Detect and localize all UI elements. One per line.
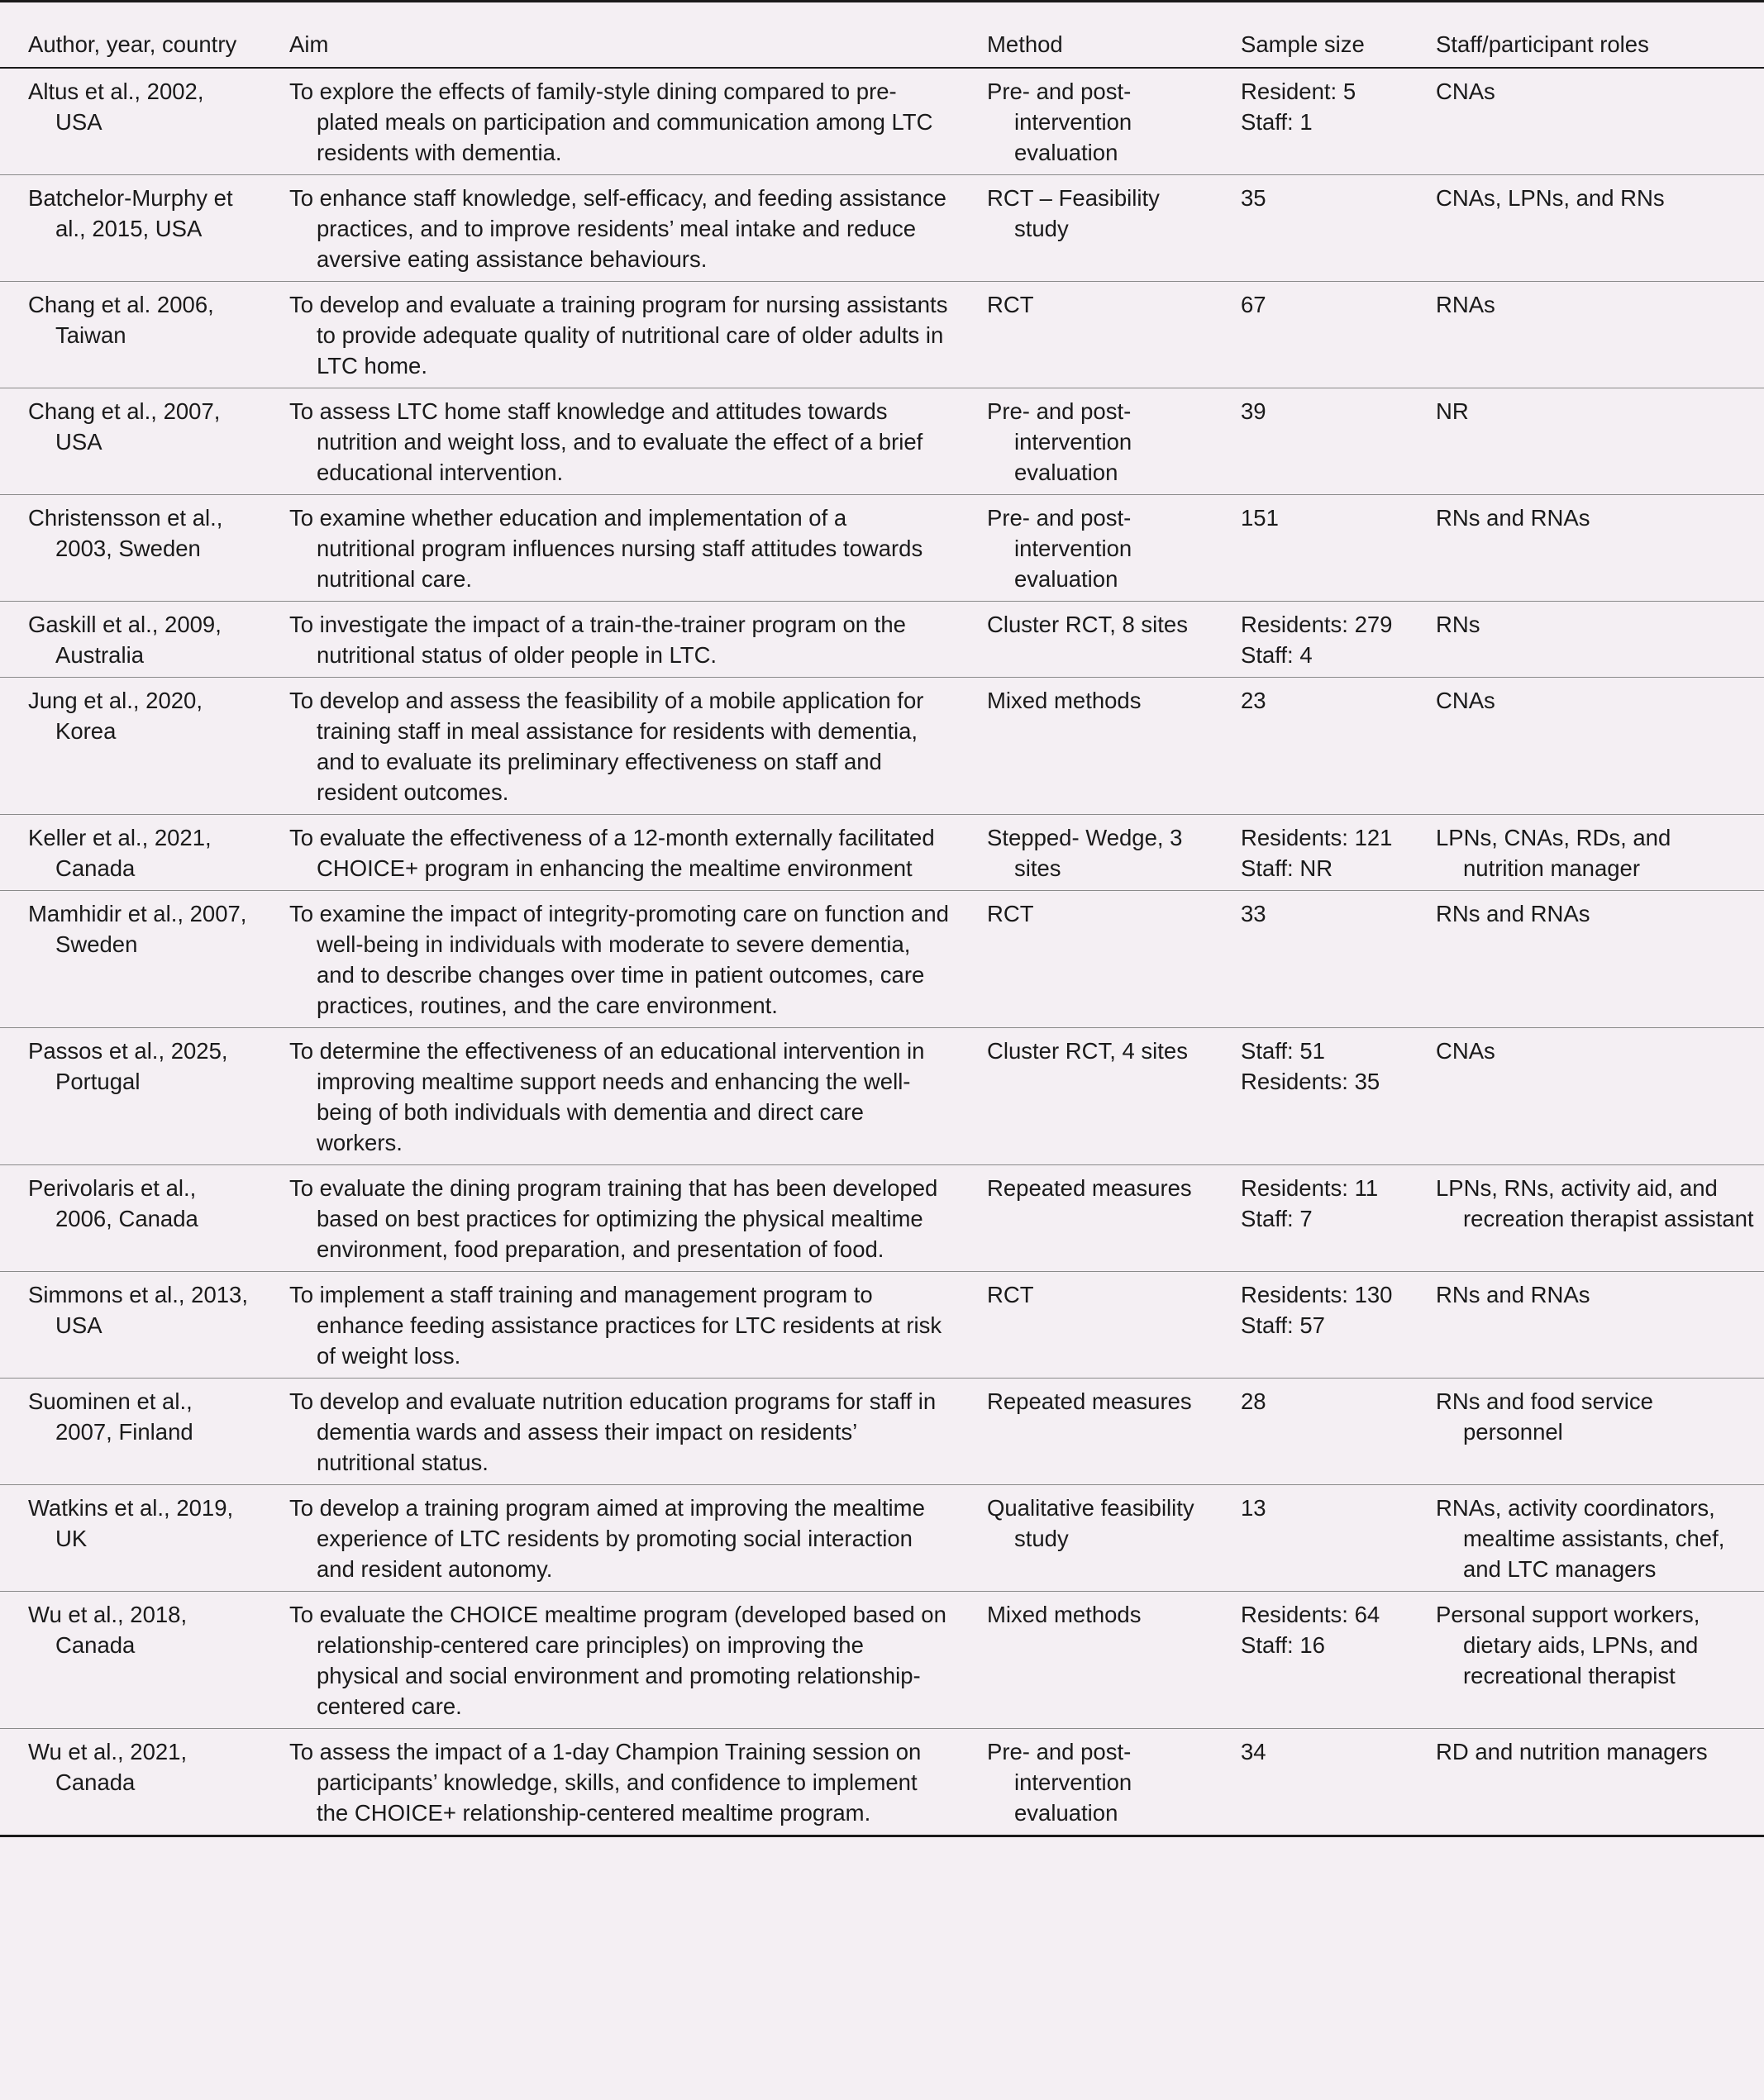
aim-cell xyxy=(261,1728,959,1836)
sample-cell xyxy=(1213,1484,1408,1591)
method-cell xyxy=(959,601,1213,677)
sample-line: Staff: 1 xyxy=(1241,108,1313,135)
author-cell xyxy=(0,1484,261,1591)
roles-cell-text: RD and nutrition managers xyxy=(1436,1738,1708,1764)
roles-cell-text: CNAs, LPNs, and RNs xyxy=(1436,184,1665,211)
author-cell-text: Batchelor-Murphy et al., 2015, USA xyxy=(28,184,233,241)
method-cell-text: RCT xyxy=(987,291,1034,317)
method-cell xyxy=(959,68,1213,175)
method-cell xyxy=(959,1728,1213,1836)
author-cell-text: Watkins et al., 2019, UK xyxy=(28,1494,234,1551)
aim-cell-text: To explore the effects of family-style dining compared to pre-plated meals on participation and communication among LTC residents with dementia. xyxy=(289,78,933,165)
table-header xyxy=(0,2,1764,68)
author-cell-text: Passos et al., 2025, Portugal xyxy=(28,1037,228,1094)
sample-line: Resident: 5 xyxy=(1241,78,1356,104)
roles-cell xyxy=(1408,1271,1764,1378)
sample-cell xyxy=(1213,1728,1408,1836)
author-cell-text: Wu et al., 2018, Canada xyxy=(28,1601,188,1658)
sample-cell xyxy=(1213,68,1408,175)
author-cell-text: Suominen et al., 2007, Finland xyxy=(28,1388,193,1445)
table-row xyxy=(0,677,1764,814)
sample-line: Residents: 130 xyxy=(1241,1281,1393,1307)
author-cell xyxy=(0,388,261,494)
sample-line: 23 xyxy=(1241,687,1266,713)
roles-cell xyxy=(1408,388,1764,494)
sample-line: 39 xyxy=(1241,398,1266,424)
method-cell-text: Pre- and post-intervention evaluation xyxy=(987,78,1132,165)
table-row xyxy=(0,1164,1764,1271)
author-cell-text: Simmons et al., 2013, USA xyxy=(28,1281,248,1338)
aim-cell xyxy=(261,1164,959,1271)
aim-cell-text: To develop and evaluate a training program for nursing assistants to provide adequate quality of nutritional care of older adults in LTC home. xyxy=(289,291,948,379)
sample-cell xyxy=(1213,601,1408,677)
author-cell xyxy=(0,814,261,890)
author-cell-text: Christensson et al., 2003, Sweden xyxy=(28,504,223,561)
header-author: Author, year, country xyxy=(28,31,237,57)
header-sample: Sample size xyxy=(1241,31,1365,57)
method-cell xyxy=(959,281,1213,388)
author-cell xyxy=(0,677,261,814)
sample-line: 28 xyxy=(1241,1388,1266,1414)
aim-cell xyxy=(261,814,959,890)
author-cell xyxy=(0,1591,261,1728)
roles-cell xyxy=(1408,890,1764,1027)
aim-cell-text: To develop a training program aimed at improving the mealtime experience of LTC residents by promoting social interaction and resident autonomy. xyxy=(289,1494,925,1582)
header-method: Method xyxy=(987,31,1063,57)
table-row xyxy=(0,814,1764,890)
sample-line: 34 xyxy=(1241,1738,1266,1764)
header-aim: Aim xyxy=(289,31,329,57)
sample-line: 151 xyxy=(1241,504,1279,531)
roles-cell-text: RNs and RNAs xyxy=(1436,1281,1590,1307)
header-row xyxy=(0,2,1764,68)
author-cell-text: Mamhidir et al., 2007, Sweden xyxy=(28,900,247,957)
table-row xyxy=(0,281,1764,388)
sample-line: Residents: 11 xyxy=(1241,1174,1379,1201)
aim-cell xyxy=(261,890,959,1027)
method-cell xyxy=(959,677,1213,814)
roles-cell xyxy=(1408,814,1764,890)
method-cell-text: Pre- and post-intervention evaluation xyxy=(987,1738,1132,1826)
author-cell xyxy=(0,1378,261,1484)
aim-cell-text: To evaluate the effectiveness of a 12-month externally facilitated CHOICE+ program in enhancing the mealtime environment xyxy=(289,824,935,881)
aim-cell-text: To investigate the impact of a train-the-trainer program on the nutritional status of older people in LTC. xyxy=(289,611,906,668)
aim-cell xyxy=(261,494,959,601)
method-cell xyxy=(959,814,1213,890)
roles-cell-text: RNs and food service personnel xyxy=(1436,1388,1653,1445)
method-cell-text: Qualitative feasibility study xyxy=(987,1494,1194,1551)
roles-cell-text: LPNs, RNs, activity aid, and recreation therapist assistant xyxy=(1436,1174,1754,1231)
sample-cell xyxy=(1213,174,1408,281)
method-cell xyxy=(959,890,1213,1027)
roles-cell-text: LPNs, CNAs, RDs, and nutrition manager xyxy=(1436,824,1671,881)
method-cell-text: Cluster RCT, 8 sites xyxy=(987,611,1188,637)
aim-cell xyxy=(261,174,959,281)
sample-cell xyxy=(1213,281,1408,388)
sample-cell xyxy=(1213,494,1408,601)
sample-cell xyxy=(1213,677,1408,814)
table-row xyxy=(0,1378,1764,1484)
aim-cell-text: To examine whether education and implementation of a nutritional program influences nursing staff attitudes towards nutritional care. xyxy=(289,504,923,592)
aim-cell xyxy=(261,601,959,677)
roles-cell-text: RNs and RNAs xyxy=(1436,900,1590,926)
author-cell-text: Gaskill et al., 2009, Australia xyxy=(28,611,222,668)
roles-cell xyxy=(1408,281,1764,388)
method-cell-text: Mixed methods xyxy=(987,687,1142,713)
author-cell xyxy=(0,1271,261,1378)
sample-cell xyxy=(1213,890,1408,1027)
method-cell xyxy=(959,1271,1213,1378)
header-roles: Staff/participant roles xyxy=(1436,31,1649,57)
method-cell xyxy=(959,1484,1213,1591)
roles-cell-text: RNs and RNAs xyxy=(1436,504,1590,531)
sample-line: Residents: 279 xyxy=(1241,611,1393,637)
sample-line: 67 xyxy=(1241,291,1266,317)
method-cell-text: RCT – Feasibility study xyxy=(987,184,1160,241)
author-cell xyxy=(0,174,261,281)
sample-cell xyxy=(1213,814,1408,890)
method-cell-text: Pre- and post-intervention evaluation xyxy=(987,398,1132,485)
roles-cell-text: NR xyxy=(1436,398,1469,424)
method-cell-text: RCT xyxy=(987,1281,1034,1307)
roles-cell-text: CNAs xyxy=(1436,78,1495,104)
method-cell xyxy=(959,1164,1213,1271)
sample-line: 13 xyxy=(1241,1494,1266,1521)
aim-cell-text: To assess LTC home staff knowledge and attitudes towards nutrition and weight loss, and to evaluate the effect of a brief educational intervention. xyxy=(289,398,923,485)
roles-cell xyxy=(1408,1484,1764,1591)
author-cell-text: Jung et al., 2020, Korea xyxy=(28,687,203,744)
method-cell xyxy=(959,494,1213,601)
sample-line: Staff: 51 xyxy=(1241,1037,1325,1064)
method-cell xyxy=(959,1378,1213,1484)
sample-line: Residents: 35 xyxy=(1241,1068,1380,1094)
table-row xyxy=(0,174,1764,281)
roles-cell-text: RNAs xyxy=(1436,291,1495,317)
aim-cell-text: To assess the impact of a 1-day Champion Training session on participants’ knowledge, skills, and confidence to implement the CHOICE+ relationship-centered mealtime program. xyxy=(289,1738,922,1826)
table-row xyxy=(0,601,1764,677)
sample-cell xyxy=(1213,1164,1408,1271)
roles-cell xyxy=(1408,1164,1764,1271)
author-cell xyxy=(0,281,261,388)
table-row xyxy=(0,1271,1764,1378)
table-row xyxy=(0,68,1764,175)
roles-cell xyxy=(1408,68,1764,175)
aim-cell xyxy=(261,1027,959,1164)
sample-line: Staff: 4 xyxy=(1241,641,1313,668)
method-cell-text: Repeated measures xyxy=(987,1174,1192,1201)
author-cell-text: Perivolaris et al., 2006, Canada xyxy=(28,1174,198,1231)
sample-cell xyxy=(1213,1271,1408,1378)
aim-cell xyxy=(261,1271,959,1378)
author-cell xyxy=(0,1027,261,1164)
author-cell xyxy=(0,601,261,677)
author-cell-text: Altus et al., 2002, USA xyxy=(28,78,204,135)
table-row xyxy=(0,1591,1764,1728)
aim-cell xyxy=(261,677,959,814)
roles-cell-text: RNs xyxy=(1436,611,1480,637)
sample-cell xyxy=(1213,1027,1408,1164)
author-cell xyxy=(0,890,261,1027)
roles-cell xyxy=(1408,1591,1764,1728)
roles-cell-text: RNAs, activity coordinators, mealtime assistants, chef, and LTC managers xyxy=(1436,1494,1725,1582)
sample-line: 33 xyxy=(1241,900,1266,926)
sample-line: Residents: 64 xyxy=(1241,1601,1380,1627)
roles-cell-text: CNAs xyxy=(1436,1037,1495,1064)
table-row xyxy=(0,1027,1764,1164)
author-cell-text: Chang et al. 2006, Taiwan xyxy=(28,291,214,348)
sample-line: Staff: 7 xyxy=(1241,1205,1313,1231)
aim-cell-text: To evaluate the CHOICE mealtime program (developed based on relationship-centered care principles) on improving the physical and social environment and promoting relationship-centered care. xyxy=(289,1601,946,1719)
sample-cell xyxy=(1213,1591,1408,1728)
roles-cell xyxy=(1408,1027,1764,1164)
method-cell xyxy=(959,174,1213,281)
roles-cell xyxy=(1408,494,1764,601)
aim-cell xyxy=(261,1378,959,1484)
roles-cell-text: Personal support workers, dietary aids, LPNs, and recreational therapist xyxy=(1436,1601,1700,1688)
author-cell xyxy=(0,494,261,601)
table-row xyxy=(0,494,1764,601)
roles-cell xyxy=(1408,1378,1764,1484)
author-cell-text: Chang et al., 2007, USA xyxy=(28,398,221,455)
aim-cell xyxy=(261,1591,959,1728)
aim-cell-text: To develop and assess the feasibility of a mobile application for training staff in meal assistance for residents with dementia, and to evaluate its preliminary effectiveness on staff and resident outcomes. xyxy=(289,687,924,805)
aim-cell-text: To develop and evaluate nutrition education programs for staff in dementia wards and assess their impact on residents’ nutritional status. xyxy=(289,1388,937,1475)
table-row xyxy=(0,388,1764,494)
method-cell-text: Pre- and post-intervention evaluation xyxy=(987,504,1132,592)
roles-cell xyxy=(1408,174,1764,281)
sample-line: Staff: NR xyxy=(1241,855,1333,881)
sample-line: Staff: 57 xyxy=(1241,1312,1325,1338)
author-cell xyxy=(0,68,261,175)
aim-cell xyxy=(261,281,959,388)
aim-cell-text: To implement a staff training and management program to enhance feeding assistance practices for LTC residents at risk of weight loss. xyxy=(289,1281,942,1369)
author-cell xyxy=(0,1164,261,1271)
method-cell xyxy=(959,388,1213,494)
sample-cell xyxy=(1213,388,1408,494)
method-cell-text: Stepped- Wedge, 3 sites xyxy=(987,824,1183,881)
aim-cell-text: To determine the effectiveness of an educational intervention in improving mealtime support needs and enhancing the well-being of both individuals with dementia and direct care workers. xyxy=(289,1037,925,1155)
table-row xyxy=(0,890,1764,1027)
aim-cell xyxy=(261,68,959,175)
author-cell xyxy=(0,1728,261,1836)
roles-cell-text: CNAs xyxy=(1436,687,1495,713)
table-body xyxy=(0,68,1764,1836)
roles-cell xyxy=(1408,601,1764,677)
sample-line: 35 xyxy=(1241,184,1266,211)
method-cell xyxy=(959,1027,1213,1164)
author-cell-text: Wu et al., 2021, Canada xyxy=(28,1738,188,1795)
table-row xyxy=(0,1728,1764,1836)
author-cell-text: Keller et al., 2021, Canada xyxy=(28,824,212,881)
aim-cell xyxy=(261,1484,959,1591)
roles-cell xyxy=(1408,677,1764,814)
sample-line: Residents: 121 xyxy=(1241,824,1393,850)
aim-cell xyxy=(261,388,959,494)
method-cell-text: Cluster RCT, 4 sites xyxy=(987,1037,1188,1064)
method-cell-text: RCT xyxy=(987,900,1034,926)
sample-cell xyxy=(1213,1378,1408,1484)
method-cell-text: Repeated measures xyxy=(987,1388,1192,1414)
roles-cell xyxy=(1408,1728,1764,1836)
sample-line: Staff: 16 xyxy=(1241,1631,1325,1658)
table-row xyxy=(0,1484,1764,1591)
method-cell-text: Mixed methods xyxy=(987,1601,1142,1627)
aim-cell-text: To examine the impact of integrity-promoting care on function and well-being in individuals with moderate to severe dementia, and to describe changes over time in patient outcomes, care practices, routines, and the care environment. xyxy=(289,900,949,1018)
aim-cell-text: To evaluate the dining program training that has been developed based on best practices for optimizing the physical mealtime environment, food preparation, and presentation of food. xyxy=(289,1174,938,1262)
aim-cell-text: To enhance staff knowledge, self-efficacy, and feeding assistance practices, and to improve residents’ meal intake and reduce aversive eating assistance behaviours. xyxy=(289,184,946,272)
method-cell xyxy=(959,1591,1213,1728)
